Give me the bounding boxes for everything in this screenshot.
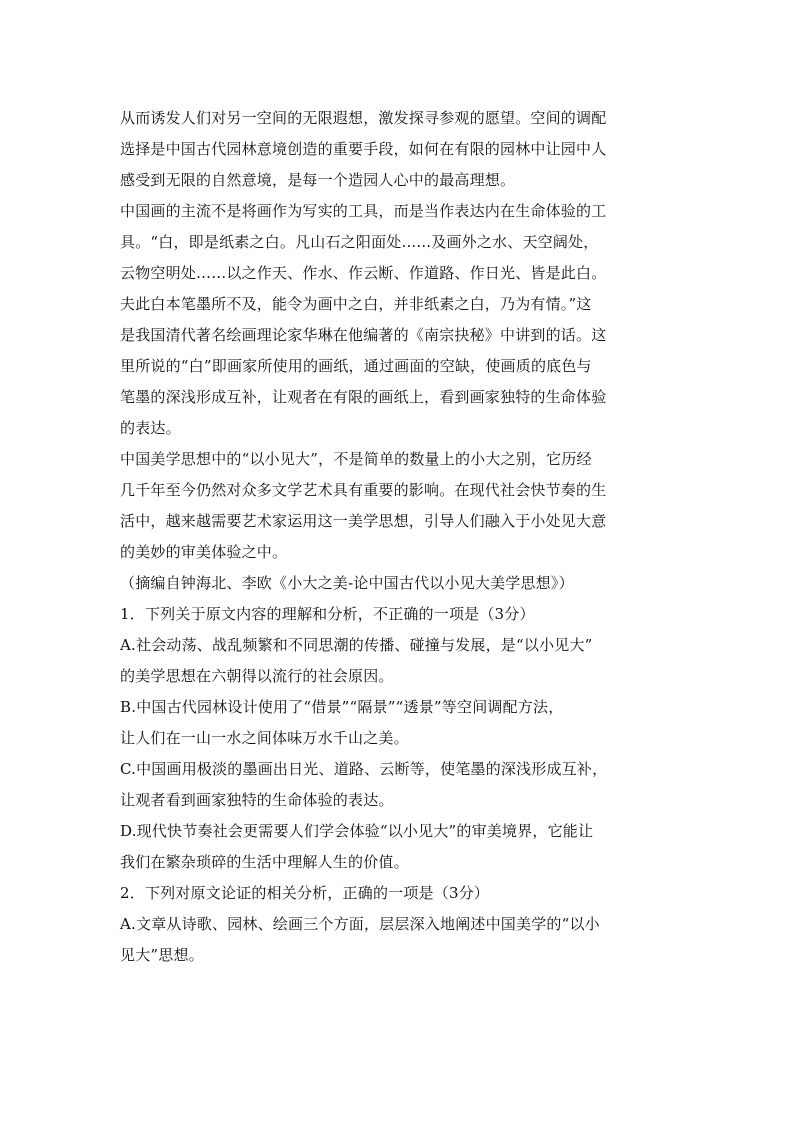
source-citation: （摘编自钟海北、李欧《小大之美-论中国古代以小见大美学思想》） (120, 574, 574, 592)
text-line: 云物空明处……以之作天、作水、作云断、作道路、作日光、皆是此白。 (120, 264, 607, 282)
text-line: 中国美学思想中的“以小见大”，不是简单的数量上的小大之别，它历经 (120, 450, 592, 468)
text-line: 从而诱发人们对另一空间的无限遐想，激发探寻参观的愿望。空间的调配 (120, 109, 607, 127)
question-1-option-c: 让观者看到画家独特的生命体验的表达。 (120, 791, 394, 809)
question-1-option-d: D.现代快节奏社会更需要人们学会体验“以小见大”的审美境界，它能让 (120, 822, 594, 840)
text-line: 感受到无限的自然意境，是每一个造园人心中的最高理想。 (120, 171, 516, 189)
text-line: 的美妙的审美体验之中。 (120, 543, 288, 561)
text-line: 中国画的主流不是将画作为写实的工具，而是当作表达内在生命体验的工 (120, 202, 607, 220)
question-1-stem: 1．下列关于原文内容的理解和分析，不正确的一项是（3分） (120, 605, 535, 623)
question-1-option-b: 让人们在一山一水之间体味万水千山之美。 (120, 729, 409, 747)
question-1-option-a: A.社会动荡、战乱频繁和不同思潮的传播、碰撞与发展，是“以小见大” (120, 636, 593, 654)
question-1-option-a: 的美学思想在六朝得以流行的社会原因。 (120, 667, 394, 685)
question-1-option-b: B.中国古代园林设计使用了“借景”“隔景”“透景”等空间调配方法， (120, 698, 564, 716)
document-page (120, 103, 676, 971)
text-line: 具。“白，即是纸素之白。凡山石之阳面处......及画外之水、天空阔处， (120, 233, 599, 251)
text-line: 是我国清代著名绘画理论家华琳在他编著的《南宗抉秘》中讲到的话。这 (120, 326, 607, 344)
question-2-option-a: 见大”思想。 (120, 946, 204, 964)
text-line: 几千年至今仍然对众多文学艺术具有重要的影响。在现代社会快节奏的生 (120, 481, 607, 499)
text-line: 选择是中国古代园林意境创造的重要手段，如何在有限的园林中让园中人 (120, 140, 607, 158)
question-1-option-d: 我们在繁杂琐碎的生活中理解人生的价值。 (120, 853, 409, 871)
question-2-option-a: A.文章从诗歌、园林、绘画三个方面，层层深入地阐述中国美学的“以小 (120, 915, 600, 933)
text-line: 活中，越来越需要艺术家运用这一美学思想，引导人们融入于小处见大意 (120, 512, 607, 530)
text-line: 的表达。 (120, 419, 181, 437)
text-line: 里所说的“白”即画家所使用的画纸，通过画面的空缺，使画质的底色与 (120, 357, 592, 375)
text-line: 笔墨的深浅形成互补，让观者在有限的画纸上，看到画家独特的生命体验 (120, 388, 607, 406)
text-line: 夫此白本笔墨所不及，能令为画中之白，并非纸素之白，乃为有情。”这 (120, 295, 592, 313)
question-2-stem: 2．下列对原文论证的相关分析，正确的一项是（3分） (120, 884, 490, 902)
question-1-option-c: C.中国画用极淡的墨画出日光、道路、云断等，使笔墨的深浅形成互补， (120, 760, 608, 778)
